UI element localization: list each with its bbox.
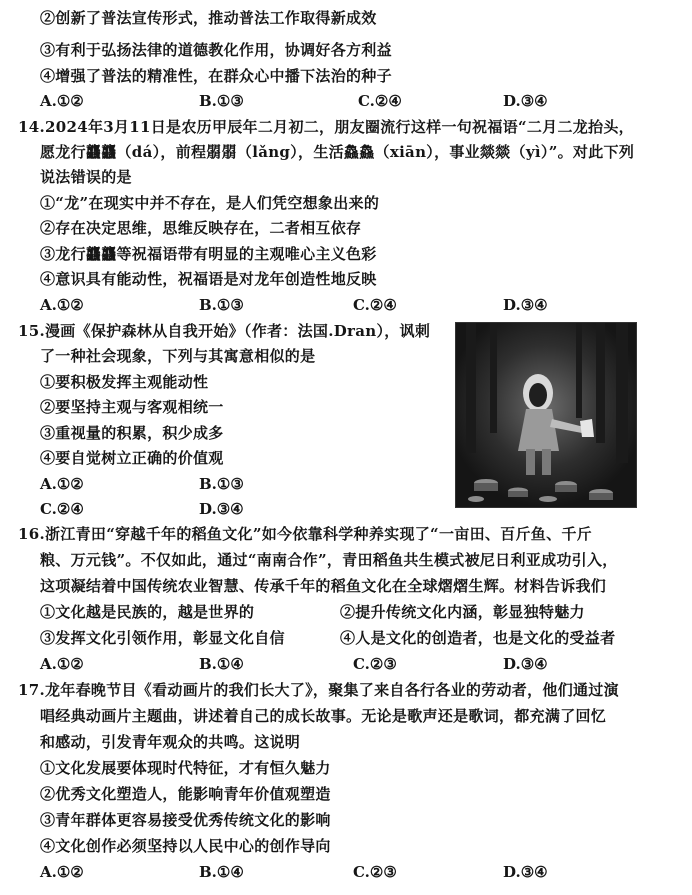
q15-item-3: ③重视量的积累，积少成多 [40, 424, 224, 442]
q15-stem-line-1: 15.漫画《保护森林从自我开始》（作者：法国.Dran），讽刺 [18, 322, 431, 340]
q17-option-b: B.①④ [199, 863, 244, 881]
q14-option-c: C.②④ [353, 296, 397, 314]
q17-item-1: ①文化发展要体现时代特征，才有恒久魅力 [40, 759, 331, 777]
q15-option-d: D.③④ [199, 500, 244, 518]
q17-item-3: ③青年群体更容易接受优秀传统文化的影响 [40, 811, 331, 829]
q14-stem-line-2: 愿龙行龘龘（dá），前程朤朤（lǎng），生活鱻鱻（xiān），事业燚燚（yì）”。对此下列 [40, 143, 635, 161]
q16-item-2: ②提升传统文化内涵，彰显独特魅力 [340, 603, 585, 621]
q14-option-a: A.①② [40, 296, 84, 314]
q16-stem-line-2: 粮、万元钱”。不仅如此，通过“南南合作”，青田稻鱼共生模式被尼日利亚成功引入， [40, 551, 618, 569]
q14-option-d: D.③④ [503, 296, 548, 314]
q17-option-c: C.②③ [353, 863, 397, 881]
q14-item-4: ④意识具有能动性，祝福语是对龙年创造性地反映 [40, 270, 377, 288]
q16-item-1: ①文化越是民族的，越是世界的 [40, 603, 255, 621]
q15-option-a: A.①② [40, 475, 84, 493]
q15-item-2: ②要坚持主观与客观相统一 [40, 398, 224, 416]
q16-stem-line-3: 这项凝结着中国传统农业智慧、传承千年的稻鱼文化在全球熠熠生辉。材料告诉我们 [40, 577, 607, 595]
q13-item-3: ③有利于弘扬法律的道德教化作用，协调好各方利益 [40, 41, 392, 59]
q15-option-b: B.①③ [199, 475, 244, 493]
q17-stem-line-2: 唱经典动画片主题曲，讲述着自己的成长故事。无论是歌声还是歌词，都充满了回忆 [40, 707, 607, 725]
q14-item-3: ③龙行龘龘等祝福语带有明显的主观唯心主义色彩 [40, 245, 377, 263]
q16-option-c: C.②③ [353, 655, 397, 673]
q14-stem-line-3: 说法错误的是 [40, 168, 132, 186]
q17-option-a: A.①② [40, 863, 84, 881]
q13-option-a: A.①② [40, 92, 84, 110]
q16-item-4: ④人是文化的创造者，也是文化的受益者 [340, 629, 616, 647]
q16-stem-line-1: 16.浙江青田“穿越千年的稻鱼文化”如今依靠科学种养实现了“一亩田、百斤鱼、千斤 [18, 525, 592, 543]
q13-option-d: D.③④ [503, 92, 548, 110]
q16-item-3: ③发挥文化引领作用，彰显文化自信 [40, 629, 285, 647]
q17-stem-line-3: 和感动，引发青年观众的共鸣。这说明 [40, 733, 301, 751]
q14-item-1: ①“龙”在现实中并不存在，是人们凭空想象出来的 [40, 194, 380, 212]
q15-item-4: ④要自觉树立正确的价值观 [40, 449, 224, 467]
q16-option-a: A.①② [40, 655, 84, 673]
q14-item-2: ②存在决定思维，思维反映存在，二者相互依存 [40, 219, 362, 237]
q17-stem-line-1: 17.龙年春晚节目《看动画片的我们长大了》，聚集了来自各行各业的劳动者，他们通过演 [18, 681, 619, 699]
q15-stem-line-2: 了一种社会现象，下列与其寓意相似的是 [40, 347, 316, 365]
q15-option-c: C.②④ [40, 500, 84, 518]
q17-item-2: ②优秀文化塑造人，能影响青年价值观塑造 [40, 785, 331, 803]
q14-stem-line-1: 14.2024年3月11日是农历甲辰年二月初二，朋友圈流行这样一句祝福语“二月二龙抬头， [18, 118, 634, 136]
cartoon-image [455, 322, 637, 508]
q16-option-b: B.①④ [199, 655, 244, 673]
q13-item-4: ④增强了普法的精准性，在群众心中播下法治的种子 [40, 67, 392, 85]
q13-option-c: C.②④ [358, 92, 402, 110]
q14-option-b: B.①③ [199, 296, 244, 314]
q13-item-2: ②创新了普法宣传形式，推动普法工作取得新成效 [40, 9, 377, 27]
q15-item-1: ①要积极发挥主观能动性 [40, 373, 209, 391]
q13-option-b: B.①③ [199, 92, 244, 110]
q17-option-d: D.③④ [503, 863, 548, 881]
q17-item-4: ④文化创作必须坚持以人民中心的创作导向 [40, 837, 331, 855]
q16-option-d: D.③④ [503, 655, 548, 673]
